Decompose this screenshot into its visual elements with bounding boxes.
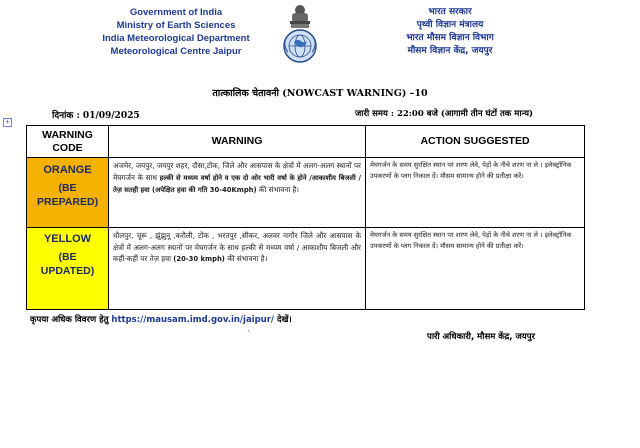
header-action-suggested: ACTION SUGGESTED [366, 126, 585, 158]
warning-bold: (20-30 kmph) [173, 255, 225, 263]
table-expand-handle-icon[interactable]: + [3, 118, 12, 127]
header-english-line: Meteorological Centre Jaipur [110, 46, 242, 57]
header-hindi-line: पृथ्वी विज्ञान मंत्रालय [416, 20, 484, 30]
warning-main: धौलपुर, चूरू , झुंझुनू ,करौली, टोंक , भरतपुर ,सीकर, अलवर नागौर जिले और आसपास के क्षेत्रों में अलग-अलग स्थानों पर मेघगर्जन के साथ हल्की से मध्यम वर्षा / आकाशीय बिजली और कहीं-कहीं पर तेज़ हवा [113, 231, 361, 263]
header-english-line: India Meteorological Department [102, 33, 250, 44]
warning-end: की संभावना है। [227, 254, 268, 263]
warning-text-orange [109, 158, 366, 228]
stray-mark: ` [247, 330, 251, 338]
national-emblem-icon [276, 2, 324, 68]
table-row-yellow [27, 228, 585, 310]
action-text-yellow: मेघगर्जन के समय सुरक्षित स्थान पर शरण लेवे, पेड़ों के नीचे शरण ना ले । इलेक्ट्रॉनिक उपकरणों के प्लग निकाल दें। मौसम सामान्य होने की प्रतीक्षा करें। [366, 228, 585, 310]
document-title: तात्कालिक चेतावनी (NOWCAST WARNING) –10 [212, 88, 428, 99]
header-english-block [88, 6, 264, 58]
header-english-line: Ministry of Earth Sciences [116, 20, 236, 31]
issue-date: दिनांक : 01/09/2025 [52, 111, 140, 121]
more-info-line [30, 314, 292, 325]
header-warning: WARNING [109, 126, 366, 158]
issue-time: जारी समय : 22:00 बजे (आगामी तीन घंटों तक मान्य) [355, 109, 534, 119]
issuer-signature: पारी अधिकारी, मौसम केंद्र, जयपुर [427, 332, 536, 342]
more-info-prefix: कृपया अधिक विवरण हेतु [30, 315, 109, 325]
more-info-link[interactable]: https://mausam.imd.gov.in/jaipur/ [111, 315, 275, 325]
header-hindi-line: मौसम विज्ञान केंद्र, जयपुर [407, 46, 493, 56]
warning-text-yellow [109, 228, 366, 310]
header-english-line: Government of India [129, 7, 223, 18]
header-hindi-block [362, 6, 538, 58]
more-info-suffix: देखें। [277, 315, 292, 325]
code-note: (BE PREPARED) [37, 182, 99, 208]
warning-bold: हल्की से मध्यम वर्षा होने व एक दो ओर भारी वर्षा के होने /आकाशीय बिजली / तेज़ सतही हवा (अपेक्षित हवा की गति 30-40Kmph) [113, 173, 361, 194]
warning-code-yellow [27, 228, 109, 310]
warning-main: अजमेर, जयपुर, जयपुर शहर, दौसा,टोंक, जिले और आसपास के क्षेत्रों में अलग-अलग स्थानों पर मेघगर्जन के साथ [113, 161, 361, 182]
action-text-orange: मेघगर्जन के समय सुरक्षित स्थान पर शरण लेवे, पेड़ों के नीचे शरण ना ले । इलेक्ट्रॉनिक उपकरणों के प्लग निकाल दें। मौसम सामान्य होने की प्रतीक्षा करें। [366, 158, 585, 228]
warning-code-orange [27, 158, 109, 228]
header-hindi-line: भारत सरकार [428, 7, 472, 17]
table-header-row [27, 126, 585, 158]
table-row-orange [27, 158, 585, 228]
header-hindi-line: भारत मौसम विज्ञान विभाग [406, 33, 494, 43]
code-note: (BE UPDATED) [40, 251, 95, 277]
code-name: ORANGE [43, 164, 92, 176]
code-name: YELLOW [43, 233, 92, 245]
warning-table [26, 125, 585, 310]
header-warning-code: WARNING CODE [27, 126, 109, 158]
warning-end: की संभावना है। [258, 185, 300, 194]
